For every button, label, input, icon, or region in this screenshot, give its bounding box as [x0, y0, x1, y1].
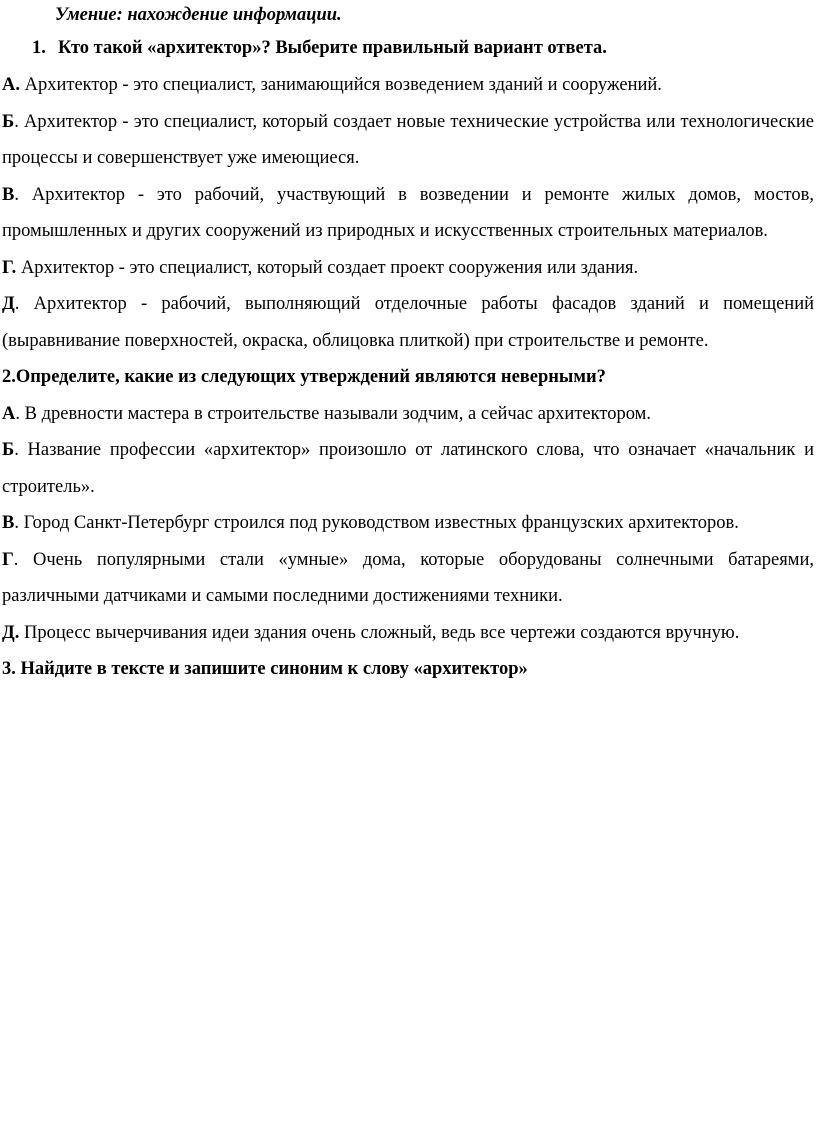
option-letter: Г.	[2, 257, 17, 278]
question-1-heading	[2, 30, 814, 67]
option-letter: Б	[2, 440, 15, 460]
option-text: . Архитектор - рабочий, выполняющий отделочные работы фасадов зданий и помещений (выравнивание поверхностей, окраска, облицовка плиткой) при строительстве и ремонте.	[2, 294, 814, 351]
option-text: . Архитектор - это специалист, который создает новые технические устройства или технологические процессы и совершенствует уже имеющиеся.	[2, 111, 814, 168]
option-text: . Архитектор - это рабочий, участвующий в возведении и ремонте жилых домов, мостов, промышленных и других сооружений из природных и искусственных строительных материалов.	[2, 184, 814, 241]
option-letter: В	[2, 184, 15, 205]
option-text: . Город Санкт-Петербург строился под руководством известных французских архитекторов.	[14, 513, 739, 533]
q1-option-a	[2, 67, 814, 104]
option-letter: А.	[2, 75, 20, 95]
q2-option-c	[2, 505, 814, 542]
q2-option-b	[2, 432, 814, 505]
question-1-text: Кто такой «архитектор»? Выберите правильный вариант ответа.	[58, 38, 607, 58]
q2-option-e	[2, 615, 814, 652]
q1-option-b	[2, 104, 814, 177]
q1-option-e	[2, 286, 814, 359]
option-text: . В древности мастера в строительстве называли зодчим, а сейчас архитектором.	[15, 403, 651, 424]
option-letter: Г	[2, 549, 14, 570]
q2-option-d	[2, 542, 814, 615]
q2-option-a	[2, 396, 814, 433]
option-text: . Название профессии «архитектор» произошло от латинского слова, что означает «начальник и строитель».	[2, 440, 814, 497]
q1-option-c	[2, 177, 814, 250]
option-letter: Д	[2, 294, 15, 314]
option-letter: В	[2, 513, 15, 533]
option-text: Архитектор - это специалист, занимающийся возведением зданий и сооружений.	[20, 75, 662, 95]
option-text: Процесс вычерчивания идеи здания очень сложный, ведь все чертежи создаются вручную.	[19, 622, 740, 643]
question-1-number: 1.	[32, 38, 46, 58]
option-letter: А	[2, 403, 16, 424]
skill-heading: Умение: нахождение информации.	[55, 5, 342, 25]
option-letter: Д.	[2, 622, 20, 643]
question-2-heading: 2.Определите, какие из следующих утверждений являются неверными?	[2, 367, 606, 387]
option-text: . Очень популярными стали «умные» дома, которые оборудованы солнечными батареями, различными датчиками и самыми последними достижениями техники.	[2, 549, 814, 606]
option-letter: Б	[2, 111, 15, 132]
q1-option-d	[2, 250, 814, 287]
question-3-heading: 3. Найдите в тексте и запишите синоним к слову «архитектор»	[2, 659, 528, 679]
answer-space	[2, 688, 814, 1018]
option-text: Архитектор - это специалист, который создает проект сооружения или здания.	[16, 257, 639, 278]
